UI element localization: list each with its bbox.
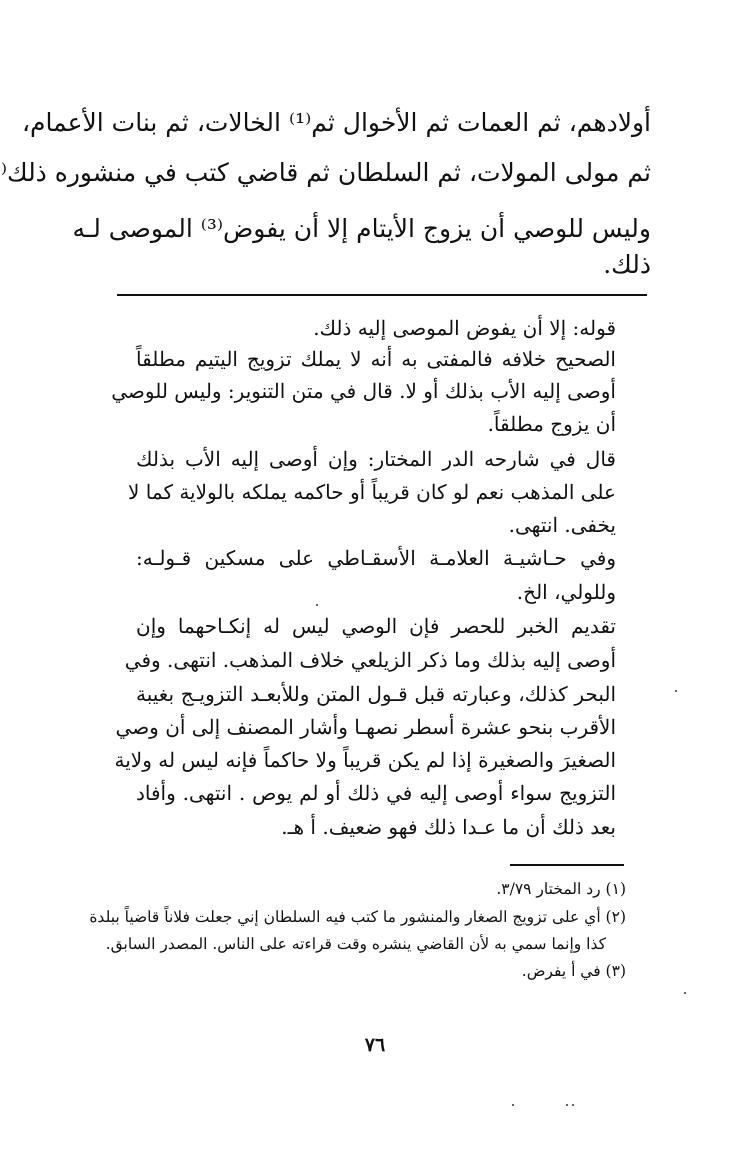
footnote-2-line-2: كذا وإنما سمي به لأن القاضي ينشره وقت قراءته على الناس. المصدر السابق. <box>105 935 606 953</box>
commentary-line-4: أن يزوج مطلقاً. <box>487 412 616 436</box>
commentary-line-16: بعد ذلك أن ما عـدا ذلك فهو ضعيف. أ هـ. <box>281 815 616 839</box>
commentary-line-10: تقديم الخبر للحصر فإن الوصي ليس له إنكـاحهما وإن <box>136 614 616 638</box>
footnote-separator-rule <box>510 864 624 866</box>
commentary-line-11: أوصى إليه بذلك وما ذكر الزيلعي خلاف المذهب. انتهى. وفي <box>124 648 616 672</box>
commentary-line-12: البحر كذلك، وعبارته قبل قـول المتن وللأبعـد التزويـج بغيبة <box>136 682 616 706</box>
main-separator-rule <box>117 294 647 296</box>
main-text-line-3: وليس للوصي أن يزوج الأيتام إلا أن يفوض⁽³⁾ الموصى لـه <box>72 214 651 243</box>
scan-speck <box>512 1104 514 1106</box>
commentary-line-15: التزويج سواء أوصى إليه في ذلك أو لم يوص . انتهى. وأفاد <box>136 781 616 805</box>
footnote-3: (٣) في أ يفرض. <box>521 962 626 980</box>
main-text-line-4: ذلك. <box>603 250 651 279</box>
commentary-line-8: وفي حـاشيـة العلامـة الأسقـاطي على مسكين قـولـه: <box>136 546 616 570</box>
scan-speck <box>684 992 686 994</box>
scan-speck <box>316 604 318 606</box>
footnote-1: (١) رد المختار ٣/٧٩. <box>496 880 626 898</box>
commentary-line-6: على المذهب نعم لو كان قريباً أو حاكمه يملكه بالولاية كما لا <box>128 480 616 504</box>
page-number: ٧٦ <box>364 1034 386 1056</box>
commentary-line-14: الصغيرَ والصغيرة إذا لم يكن قريباً ولا حاكماً فإنه ليس له ولاية <box>114 748 616 772</box>
footnote-2-line-1: (٢) أي على تزويج الصغار والمنشور ما كتب فيه السلطان إني جعلت فلاناً قاضياً ببلدة <box>89 908 626 926</box>
commentary-line-7: يخفى. انتهى. <box>508 513 616 537</box>
scan-speck <box>566 1104 568 1106</box>
scan-speck <box>572 1104 574 1106</box>
commentary-line-1: قوله: إلا أن يفوض الموصى إليه ذلك. <box>313 316 616 340</box>
main-text-line-1: أولادهم، ثم العمات ثم الأخوال ثم⁽¹⁾ الخالات، ثم بنات الأعمام، <box>21 108 651 137</box>
main-text-line-2: ثم مولى المولات، ثم السلطان ثم قاضي كتب في منشوره ذلك⁽ <box>0 158 651 187</box>
commentary-line-13: الأقرب بنحو عشرة أسطر نصهـا وأشار المصنف إلى أن وصي <box>115 715 616 739</box>
commentary-line-3: أوصى إليه الأب بذلك أو لا. قال في متن التنوير: وليس للوصي <box>111 379 616 403</box>
commentary-line-5: قال في شارحه الدر المختار: وإن أوصى إليه الأب بذلك <box>136 447 616 471</box>
scan-speck <box>675 690 677 692</box>
commentary-line-2: الصحيح خلافه فالمفتى به أنه لا يملك تزويج اليتيم مطلقاً <box>136 347 616 371</box>
commentary-line-9: وللولي، الخ. <box>516 580 616 604</box>
